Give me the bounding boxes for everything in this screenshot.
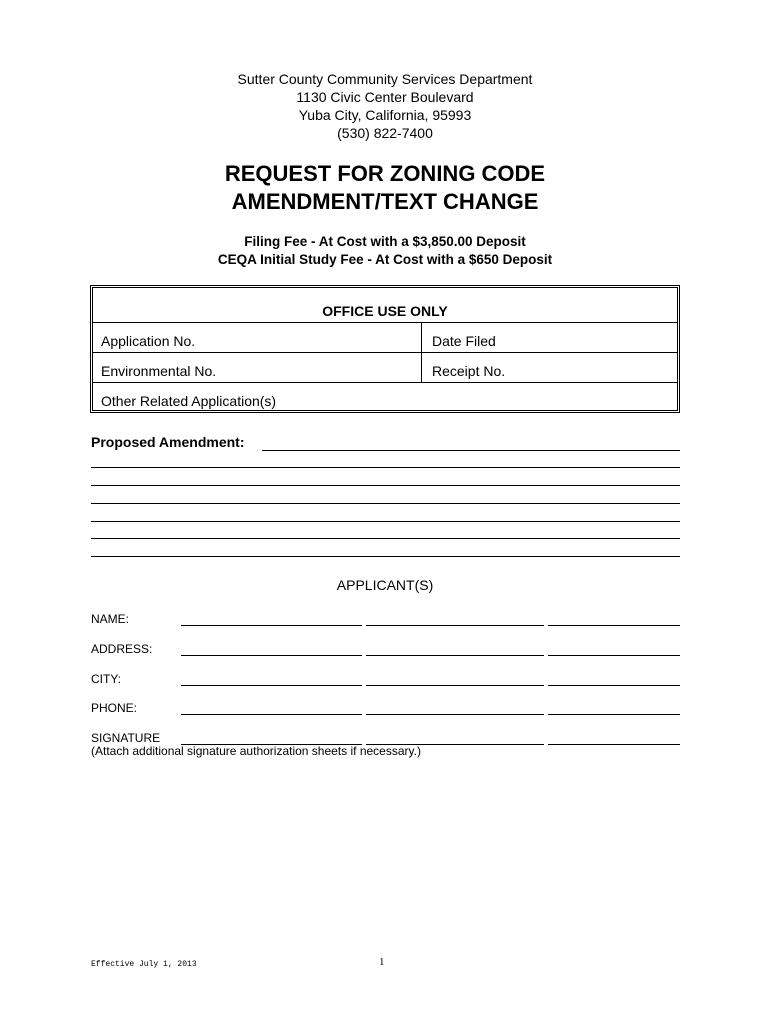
address-field-1[interactable] [181, 655, 362, 656]
proposed-amendment-line[interactable] [91, 485, 680, 486]
proposed-amendment-label: Proposed Amendment: [91, 434, 245, 450]
filing-fee: Filing Fee - At Cost with a $3,850.00 Deposit [244, 234, 526, 249]
ceqa-fee: CEQA Initial Study Fee - At Cost with a $650 Deposit [217, 252, 553, 267]
proposed-amendment-line[interactable] [262, 450, 680, 451]
effective-date: Effective July 1, 2013 [91, 960, 197, 969]
proposed-amendment-line[interactable] [91, 467, 680, 468]
phone-field-2[interactable] [366, 714, 544, 715]
office-column-divider [421, 322, 422, 382]
office-row-divider [93, 352, 677, 353]
phone-label: PHONE: [91, 701, 138, 715]
signature-label: SIGNATURE [91, 731, 161, 745]
signature-note: (Attach additional signature authorization sheets if necessary.) [91, 744, 421, 758]
office-use-box [90, 285, 680, 413]
proposed-amendment-line[interactable] [91, 556, 680, 557]
receipt-no-field[interactable]: Receipt No. [432, 363, 506, 379]
address-field-3[interactable] [548, 655, 680, 656]
proposed-amendment-line[interactable] [91, 538, 680, 539]
environmental-no-field[interactable]: Environmental No. [101, 363, 217, 379]
department-city: Yuba City, California, 95993 [298, 107, 472, 123]
office-row-divider [93, 382, 677, 383]
signature-field-3[interactable] [548, 744, 680, 745]
city-field-1[interactable] [181, 685, 362, 686]
name-field-3[interactable] [548, 625, 680, 626]
page-number: 1 [379, 956, 385, 968]
city-field-3[interactable] [548, 685, 680, 686]
name-field-1[interactable] [181, 625, 362, 626]
office-row-divider [93, 322, 677, 323]
name-field-2[interactable] [366, 625, 544, 626]
name-label: NAME: [91, 612, 130, 626]
form-title-line1: REQUEST FOR ZONING CODE [224, 161, 546, 186]
address-field-2[interactable] [366, 655, 544, 656]
phone-field-3[interactable] [548, 714, 680, 715]
phone-field-1[interactable] [181, 714, 362, 715]
date-filed-field[interactable]: Date Filed [432, 333, 496, 349]
department-address: 1130 Civic Center Boulevard [296, 89, 474, 105]
city-label: CITY: [91, 672, 122, 686]
proposed-amendment-line[interactable] [91, 521, 680, 522]
form-title-line2: AMENDMENT/TEXT CHANGE [231, 189, 539, 214]
office-use-heading: OFFICE USE ONLY [322, 303, 448, 319]
applicants-heading: APPLICANT(S) [336, 577, 434, 593]
address-label: ADDRESS: [91, 642, 153, 656]
proposed-amendment-line[interactable] [91, 503, 680, 504]
application-no-field[interactable]: Application No. [101, 333, 196, 349]
city-field-2[interactable] [366, 685, 544, 686]
other-related-applications-field[interactable]: Other Related Application(s) [101, 393, 277, 409]
department-phone: (530) 822-7400 [337, 125, 433, 141]
department-name: Sutter County Community Services Department [237, 71, 533, 87]
